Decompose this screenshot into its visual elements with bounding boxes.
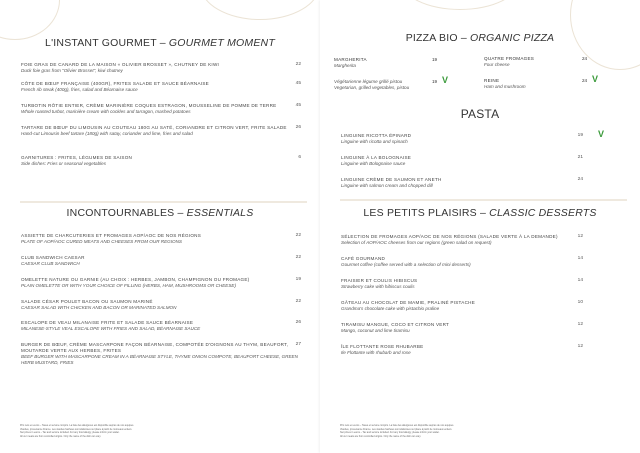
- dish-name-en: MILANESE-STYLE VEAL ESCALOPE WITH FRIES AND SALAD, BÉARNAISE SAUCE: [21, 326, 201, 331]
- dish-name-fr: CLUB SANDWICH CAESAR: [21, 255, 85, 260]
- dish-name-fr: GARNITURES : FRITES, LÉGUMES DE SAISON: [21, 155, 133, 160]
- dish-name-fr: MARGHERITA: [334, 57, 367, 62]
- dish-name-fr: ASSIETTE DE CHARCUTERIES ET FROMAGES AOP/AOC DE NOS RÉGIONS: [21, 233, 202, 238]
- price: 26: [295, 320, 301, 325]
- dish-name-en: CAESAR SALAD WITH CHICKEN AND BACON OR MARINATED SALMON: [21, 305, 177, 310]
- price: 12: [577, 344, 583, 349]
- menu-item: [21, 81, 301, 93]
- dish-name-fr: REINE: [484, 78, 500, 83]
- divider: [340, 199, 627, 201]
- vegetarian-icon: V: [442, 75, 449, 85]
- price: 12: [577, 234, 583, 239]
- vegetarian-icon: V: [592, 74, 599, 84]
- price: 19: [432, 79, 438, 84]
- dish-name-en: Linguine with ricotta and spinach: [341, 139, 408, 144]
- price: 19: [295, 277, 301, 282]
- dish-name-fr: GÂTEAU AU CHOCOLAT DE MAMIE, PRALINÉ PISTACHE: [341, 300, 476, 305]
- dish-name-en: Ile Flottante with rhubarb and rose: [341, 350, 411, 355]
- dish-name-en: Margherita: [334, 63, 356, 68]
- divider: [20, 201, 307, 203]
- section-title-desserts: LES PETITS PLAISIRS – CLASSIC DESSERTS: [363, 207, 597, 219]
- menu-item: [21, 125, 301, 137]
- dish-name-fr: CÔTE DE BŒUF FRANÇAISE (400GR), FRITES SALADE ET SAUCE BÉARNAISE: [21, 81, 209, 86]
- vegetarian-icon: V: [598, 129, 605, 139]
- pizza-item: [334, 75, 449, 91]
- dish-name-en: Side dishes: Fries or seasonal vegetables: [21, 161, 107, 166]
- menu-item: [21, 277, 301, 289]
- menu-item: [21, 62, 301, 74]
- menu-item: [341, 344, 583, 356]
- price: 27: [295, 342, 301, 347]
- dish-name-en: Mango, coconut and lime tiramisu: [341, 328, 410, 333]
- menu-page-right: [320, 0, 640, 453]
- dish-name-en: Strawberry cake with hibiscus coulis: [341, 284, 415, 289]
- price: 12: [577, 322, 583, 327]
- price: 26: [295, 125, 301, 130]
- dish-name-en: CAESAR CLUB SANDWICH: [21, 261, 80, 266]
- price: 22: [295, 255, 301, 260]
- section-title-gourmet: L'INSTANT GOURMET – GOURMET MOMENT: [45, 37, 275, 49]
- floral-decoration: [0, 0, 60, 40]
- dish-name-en: PLATE OF AOP/AOC CURED MEATS AND CHEESES FROM OUR REGIONS: [21, 239, 182, 244]
- menu-item: [21, 299, 301, 311]
- price: 45: [295, 81, 301, 86]
- dish-name-en: Linguine with salmon cream and chopped dill: [341, 183, 433, 188]
- pizza-item: [484, 56, 594, 68]
- price: 24: [582, 56, 588, 61]
- dish-name-fr: TURBOTIN RÔTIE ENTIER, CRÈME MARINIÈRE COQUES ESTRAGON, MOUSSELINE DE POMME DE TERRE: [21, 103, 277, 108]
- dish-name-fr: SALADE CÉSAR POULET BACON OU SAUMON MARINÉ: [21, 299, 153, 304]
- menu-item: [21, 103, 301, 115]
- menu-item: [21, 255, 301, 267]
- dish-name-en: Ham and mushroom: [484, 84, 526, 89]
- dish-name-en: Duck foie gras from "Olivier Brosset", kiwi chutney: [21, 68, 123, 73]
- dish-name-en: Selection of AOP/AOC cheeses from our regions (green salad on request): [341, 240, 492, 245]
- price: 45: [295, 103, 301, 108]
- price: 22: [295, 299, 301, 304]
- price: 21: [577, 155, 583, 160]
- dish-name-fr: FRAISIER ET COULIS HIBISCUS: [341, 278, 418, 283]
- dish-name-fr: ESCALOPE DE VEAU MILANAISE FRITE ET SALADE SAUCE BÉARNAISE: [21, 320, 194, 325]
- dish-name-fr: LINGUINE RICOTTA ÉPINARD: [341, 133, 412, 138]
- menu-item: [341, 256, 583, 268]
- dish-name-en: Végétarienne légume grillé pistou Vegetarian, grilled vegetables, pistou: [334, 79, 410, 90]
- menu-item: [21, 233, 301, 245]
- menu-item: [341, 234, 583, 246]
- price: 22: [295, 233, 301, 238]
- footer-notes: Prix nets en euros – Taxes et service compris. La liste des allergènes est disponible auprès de nos équipes. Viandes, provenance France. Les viandes hachées sont élaborées sur place à partir de morceaux entiers. Net prices in euros – Tax and service included. For any food allergy, please inform your waiter. All our meats are from controlled origins. Only the name of the dish can vary.: [340, 424, 454, 438]
- price: 10: [577, 300, 583, 305]
- dish-name-en: French rib steak (400g), fries, salad and Béarnaise sauce: [21, 87, 138, 92]
- price: 14: [577, 278, 583, 283]
- dish-name-en: Four cheese: [484, 62, 510, 67]
- menu-item: [341, 322, 583, 334]
- section-title-pizza: PIZZA BIO – ORGANIC PIZZA: [405, 32, 555, 44]
- pizza-item: [334, 57, 444, 69]
- dish-name-fr: TIRAMISU MANGUE, COCO ET CITRON VERT: [341, 322, 450, 327]
- section-title-pasta: PASTA: [460, 107, 500, 121]
- dish-name-en: BEEF BURGER WITH MASCARPONE CREAM IN A BÉARNAISE STYLE, THYME ONION COMPOTE, BEAUFORT CHEESE, GREEN HERB MUSTARD, FRIES: [21, 354, 298, 365]
- dish-name-en: PLAIN OMELETTE OR WITH YOUR CHOICE OF FILLING (HERBS, HAM, MUSHROOMS OR CHEESE): [21, 283, 236, 288]
- price: 19: [432, 57, 438, 62]
- floral-decoration: [200, 0, 320, 20]
- dish-name-en: Gourmet coffee (coffee served with a selection of mini desserts): [341, 262, 471, 267]
- dish-name-en: Linguine with Bolognaise sauce: [341, 161, 406, 166]
- menu-item: [341, 129, 605, 145]
- dish-name-en: Hand-cut Limousin beef tartare (180g) with satay, coriander and lime, fries and salad: [21, 131, 193, 136]
- dish-name-fr: LINGUINE À LA BOLOGNAISE: [341, 155, 412, 160]
- price: 19: [577, 133, 583, 138]
- price: 22: [295, 62, 301, 67]
- dish-name-fr: SÉLECTION DE FROMAGES AOP/AOC DE NOS RÉGIONS (SALADE VERTE À LA DEMANDE): [341, 234, 558, 239]
- dish-name-en: Grandma's chocolate cake with pistachio praline: [341, 306, 440, 311]
- pizza-item: [484, 74, 599, 90]
- dish-name-fr: ÎLE FLOTTANTE ROSE RHUBARBE: [341, 344, 424, 349]
- dish-name-fr: QUATRE FROMAGES: [484, 56, 535, 61]
- dish-name-fr: CAFÉ GOURMAND: [341, 256, 386, 261]
- section-title-essentials: INCONTOURNABLES – ESSENTIALS: [66, 207, 254, 219]
- floral-decoration: [400, 0, 520, 10]
- price: 14: [577, 256, 583, 261]
- dish-name-fr: FOIE GRAS DE CANARD DE LA MAISON « OLIVIER BROSSET », CHUTNEY DE KIWI: [21, 62, 220, 67]
- menu-item: [21, 320, 301, 332]
- price: 24: [582, 78, 588, 83]
- dish-name-fr: BURGER DE BŒUF, CRÈME MASCARPONE FAÇON BÉARNAISE, COMPOTÉE D'OIGNONS AU THYM, BEAUFORT, MOUTARDE VERTE AUX HERBES, FRITES: [21, 342, 289, 353]
- menu-item: [341, 177, 583, 189]
- footer-notes: Prix nets en euros – Taxes et service compris. La liste des allergènes est disponible auprès de nos équipes. Viandes, provenance France. Les viandes hachées sont élaborées sur place à partir de morceaux entiers. Net prices in euros – Tax and service included. For any food allergy, please inform your waiter. All our meats are from controlled origins. Only the name of the dish can vary.: [20, 424, 134, 438]
- menu-item: [341, 278, 583, 290]
- dish-name-en: Whole roasted turbot, marinière cream with cockles and tarragon, mashed potatoes: [21, 109, 191, 114]
- menu-item: [341, 300, 583, 312]
- dish-name-fr: TARTARE DE BŒUF DU LIMOUSIN AU COUTEAU 180G AU SATÉ, CORIANDRE ET CITRON VERT, FRITE SALADE: [21, 125, 287, 130]
- dish-name-fr: OMELETTE NATURE OU GARNIE (AU CHOIX : HERBES, JAMBON, CHAMPIGNON OU FROMAGE): [21, 277, 250, 282]
- price: 24: [577, 177, 583, 182]
- menu-item: [21, 342, 301, 366]
- menu-item: [21, 155, 301, 167]
- dish-name-fr: LINGUINE CRÈME DE SAUMON ET ANETH: [341, 177, 442, 182]
- menu-item: [341, 155, 583, 167]
- price: 6: [298, 155, 301, 160]
